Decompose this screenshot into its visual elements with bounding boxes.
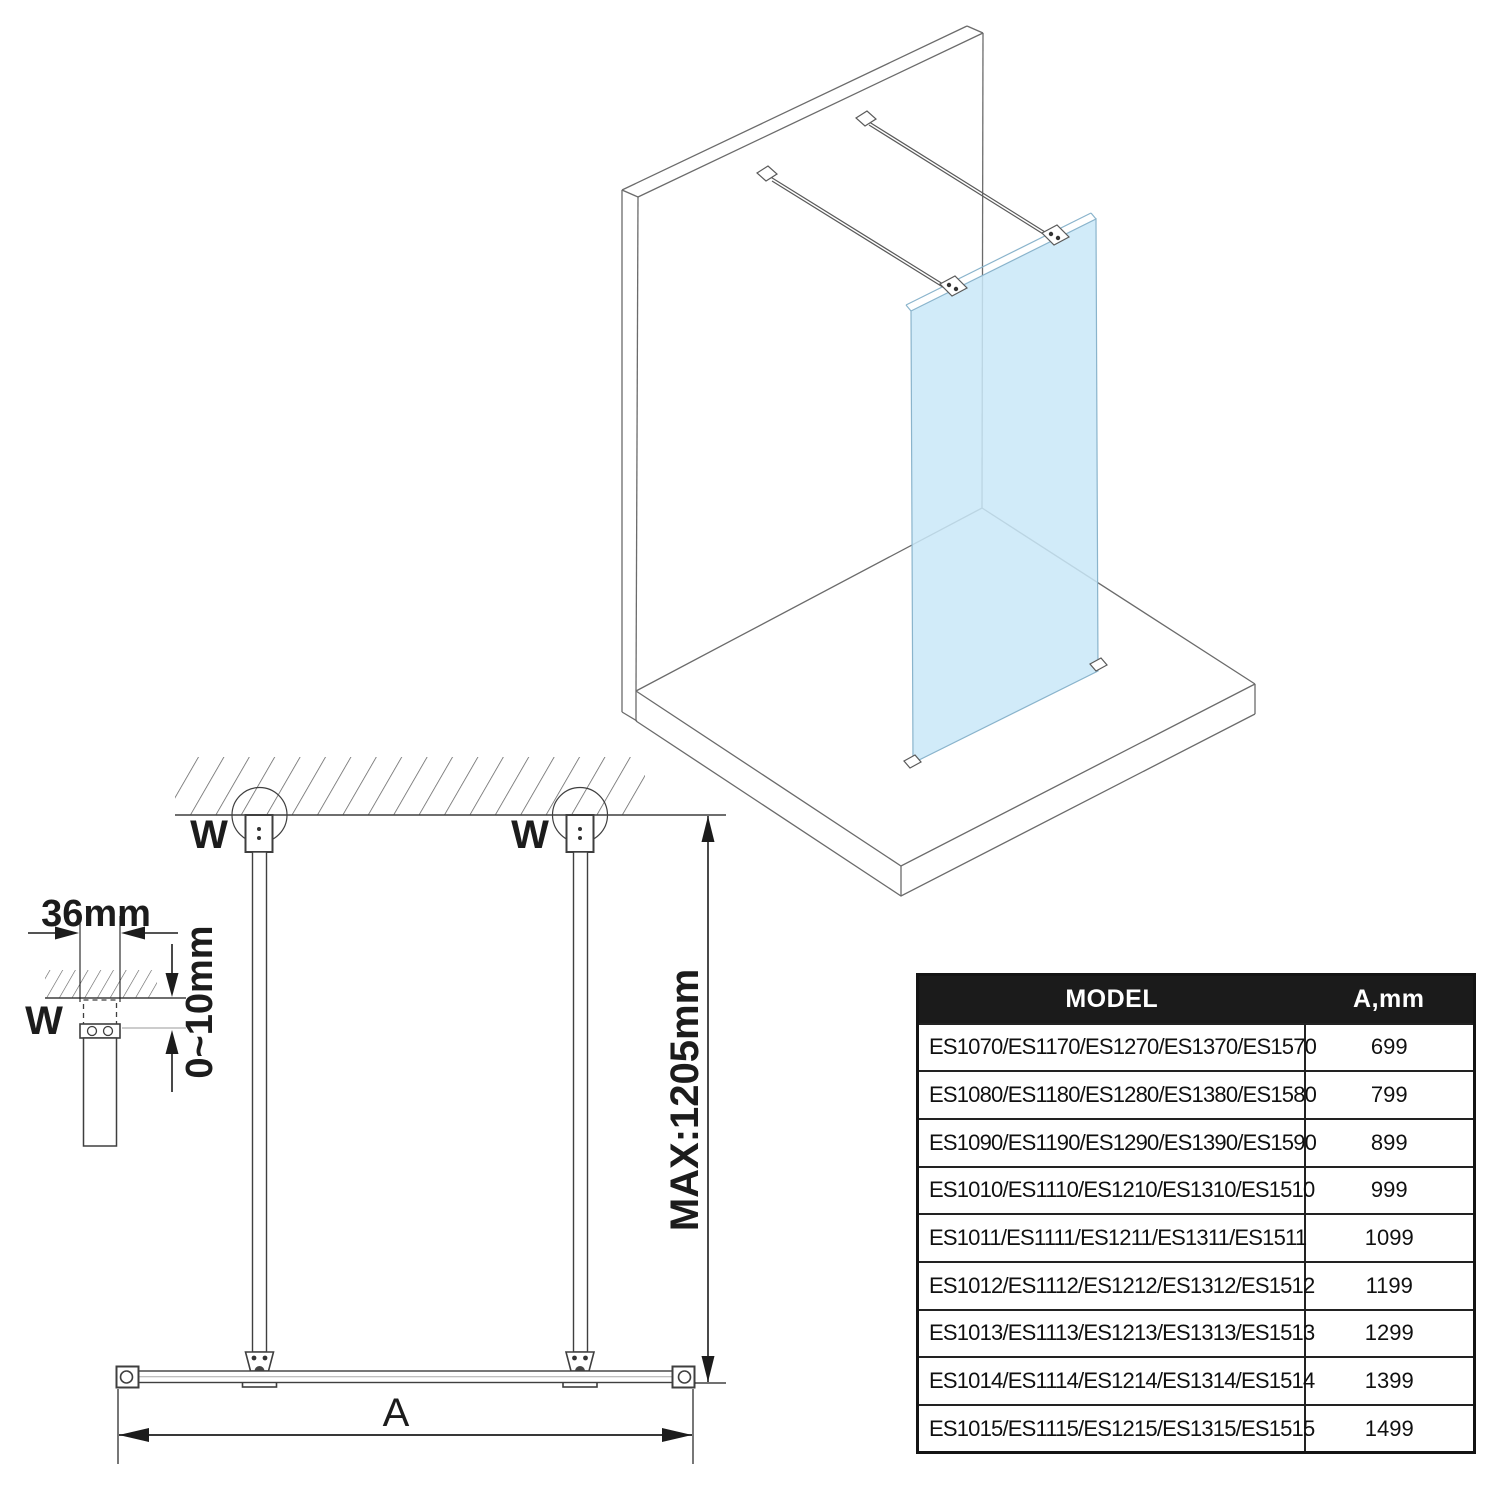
bracket-flange [80,1024,120,1038]
support-bar-front-3d [757,166,967,296]
table-header-row [918,975,1475,1024]
dimensions [118,813,726,1464]
model-cell: ES1015/ES1115/ES1215/ES1315/ES1515 [918,1405,1305,1453]
model-cell: ES1013/ES1113/ES1213/ES1313/ES1513 [918,1310,1305,1358]
ceiling-gap-label: 0~10mm [179,925,221,1079]
table-row [918,1310,1475,1358]
wall-marker-left: W [190,813,228,857]
wall-marker-detail: W [25,999,63,1043]
detail-support-bar [84,1038,117,1146]
wall-marker-right: W [511,813,549,857]
model-size-table [916,973,1476,1454]
isometric-view [622,26,1255,896]
table-row [918,1167,1475,1215]
model-cell: ES1011/ES1111/ES1211/ES1311/ES1511 [918,1214,1305,1262]
a-mm-cell: 899 [1305,1119,1475,1167]
a-mm-cell: 799 [1305,1071,1475,1119]
a-mm-cell: 1499 [1305,1405,1475,1453]
table-row [918,1262,1475,1310]
ceiling-bracket-left [246,815,273,852]
bracket-detail-inset [25,893,221,1146]
model-cell: ES1090/ES1190/ES1290/ES1390/ES1590 [918,1119,1305,1167]
width-label: A [382,1391,410,1435]
table-row [918,1071,1475,1119]
glass-top-profile-2d [117,1367,695,1388]
model-cell: ES1070/ES1170/ES1270/ES1370/ES1570 [918,1024,1305,1072]
ceiling-hatch [175,757,645,815]
ceiling-bracket-right [567,815,594,852]
max-height-dimension [663,816,726,1383]
model-cell: ES1080/ES1180/ES1280/ES1380/ES1580 [918,1071,1305,1119]
support-bar-right-2d [574,852,588,1352]
table-row [918,1405,1475,1453]
a-mm-cell: 1299 [1305,1310,1475,1358]
a-mm-cell: 699 [1305,1024,1475,1072]
table-row [918,1119,1475,1167]
model-cell: ES1010/ES1110/ES1210/ES1310/ES1510 [918,1167,1305,1215]
model-column-header: MODEL [918,975,1305,1024]
model-cell: ES1012/ES1112/ES1212/ES1312/ES1512 [918,1262,1305,1310]
detail-ceiling-hatch [45,970,157,998]
a-mm-cell: 1399 [1305,1357,1475,1405]
support-bar-rear-3d [856,111,1069,245]
support-bar-left-2d [253,852,267,1352]
bracket-width-label: 36mm [41,893,151,935]
glass-panel-3d [906,213,1098,763]
model-cell: ES1014/ES1114/ES1214/ES1314/ES1514 [918,1357,1305,1405]
a-mm-cell: 1199 [1305,1262,1475,1310]
glass-pane [911,219,1098,763]
ceiling-gap-dimension [166,925,222,1092]
a-mm-column-header: A,mm [1305,975,1475,1024]
width-dimension [118,1389,693,1464]
table-row [918,1214,1475,1262]
a-mm-cell: 1099 [1305,1214,1475,1262]
a-mm-cell: 999 [1305,1167,1475,1215]
table-row [918,1357,1475,1405]
max-height-label: MAX:1205mm [663,968,707,1232]
table-row [918,1024,1475,1072]
